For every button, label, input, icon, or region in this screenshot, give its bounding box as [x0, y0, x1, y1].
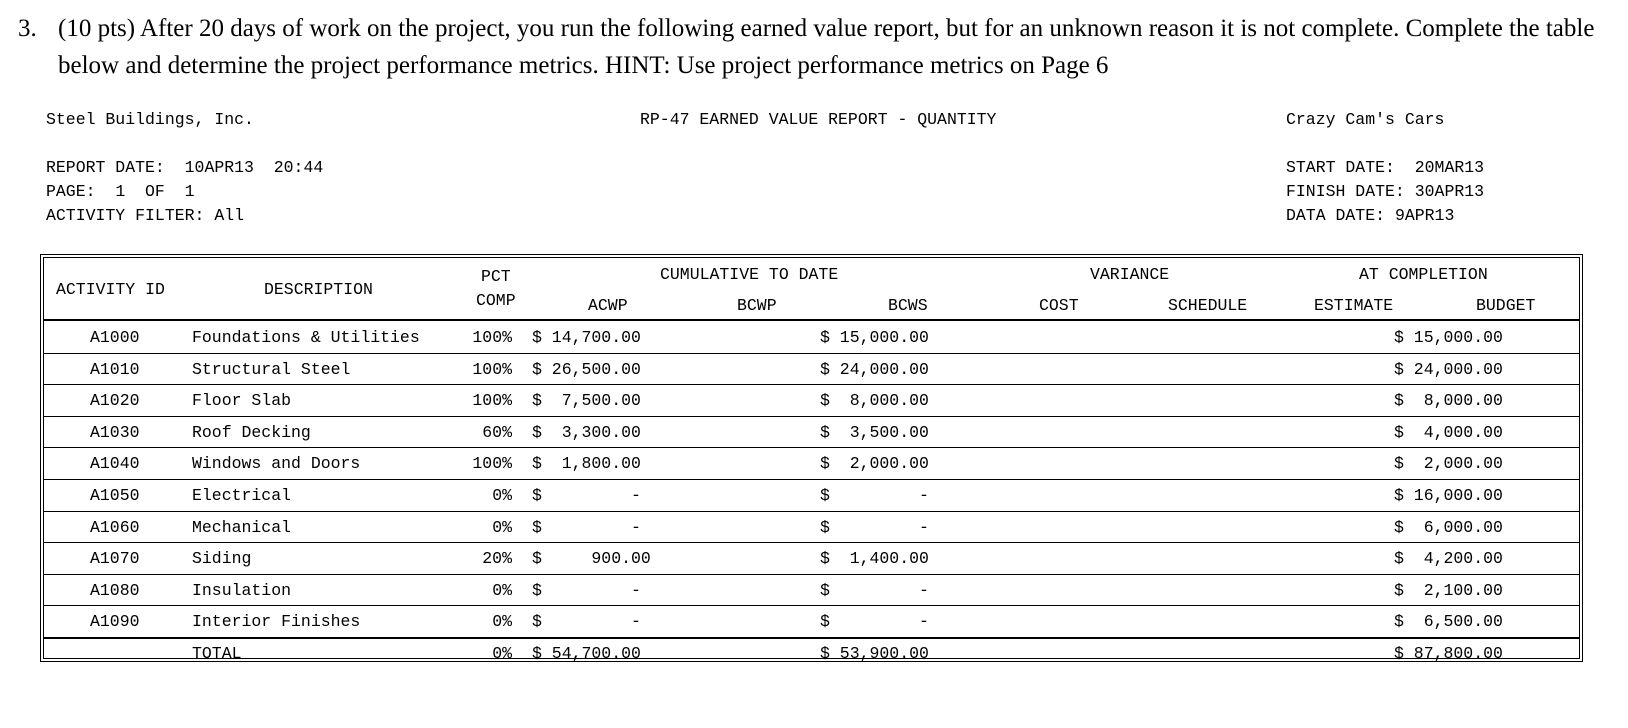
cell-acwp: $ 900.00	[532, 549, 651, 569]
cell-description: Siding	[192, 549, 252, 569]
cell-pct-comp: 100%	[472, 391, 512, 411]
cell-budget: $ 4,200.00	[1394, 549, 1503, 569]
cell-bcws: $ 15,000.00	[820, 328, 929, 347]
report-title: RP-47 EARNED VALUE REPORT - QUANTITY	[640, 110, 997, 129]
cell-bcws: $ 2,000.00	[820, 454, 929, 474]
cell-description: Roof Decking	[192, 422, 311, 442]
cell-bcws: $ 8,000.00	[820, 391, 929, 411]
cell-budget: $ 16,000.00	[1394, 486, 1503, 505]
cell-bcws: $ -	[820, 517, 929, 537]
cell-budget: $ 2,000.00	[1394, 454, 1503, 474]
cell-bcws: $ 53,900.00	[820, 644, 929, 663]
page-value: 1 OF 1	[115, 182, 195, 201]
data-date-label: DATA DATE:	[1286, 206, 1386, 225]
cell-pct-comp: 20%	[482, 549, 512, 569]
cell-activity-id: A1030	[90, 422, 140, 442]
page-row	[46, 182, 195, 201]
cell-activity-id: A1090	[90, 612, 140, 632]
cell-description: Interior Finishes	[192, 612, 361, 632]
header-activity-id: ACTIVITY ID	[56, 280, 165, 299]
cell-budget: $ 6,500.00	[1394, 612, 1503, 632]
cell-activity-id: A1080	[90, 580, 140, 600]
cell-acwp: $ 7,500.00	[532, 391, 641, 411]
cell-activity-id: A1070	[90, 549, 140, 569]
table-row	[44, 322, 1579, 354]
cell-activity-id: A1050	[90, 486, 140, 505]
header-bcwp: BCWP	[737, 296, 777, 315]
header-at-completion: AT COMPLETION	[1359, 265, 1488, 284]
header-acwp: ACWP	[588, 296, 628, 315]
cell-activity-id: A1010	[90, 359, 140, 379]
cell-pct-comp: 0%	[492, 486, 512, 505]
cell-description: Foundations & Utilities	[192, 328, 420, 347]
earned-value-table	[40, 254, 1583, 662]
table-row	[44, 354, 1579, 386]
cell-bcws: $ -	[820, 486, 929, 505]
cell-acwp: $ -	[532, 517, 641, 537]
cell-acwp: $ 26,500.00	[532, 359, 641, 379]
cell-acwp: $ -	[532, 486, 641, 505]
header-estimate: ESTIMATE	[1314, 296, 1394, 315]
report-date-label: REPORT DATE:	[46, 158, 165, 177]
cell-description: Insulation	[192, 580, 292, 600]
cell-acwp: $ 14,700.00	[532, 328, 641, 347]
cell-bcws: $ -	[820, 580, 929, 600]
cell-acwp: $ 54,700.00	[532, 644, 641, 663]
cell-bcws: $ 3,500.00	[820, 422, 929, 442]
header-bcws: BCWS	[888, 296, 928, 315]
cell-pct-comp: 0%	[492, 580, 512, 600]
question-number: 3.	[18, 15, 37, 42]
filter-value: All	[214, 206, 245, 225]
table-row	[44, 543, 1579, 575]
table-row	[44, 480, 1579, 512]
cell-bcws: $ -	[820, 612, 929, 632]
cell-pct-comp: 100%	[472, 454, 512, 474]
cell-description: Windows and Doors	[192, 454, 361, 474]
header-cumulative: CUMULATIVE TO DATE	[660, 265, 839, 284]
cell-budget: $ 4,000.00	[1394, 422, 1503, 442]
company-name: Steel Buildings, Inc.	[46, 110, 254, 129]
header-comp: COMP	[476, 291, 516, 310]
cell-acwp: $ -	[532, 580, 641, 600]
cell-budget: $ 6,000.00	[1394, 517, 1503, 537]
cell-bcws: $ 24,000.00	[820, 359, 929, 379]
cell-acwp: $ 3,300.00	[532, 422, 641, 442]
report-date-value: 10APR13 20:44	[184, 158, 324, 177]
question-text: (10 pts) After 20 days of work on the project, you run the following earned value report, but for an unknown reason it is not complete. Complete the table below and determine the project performance metrics. HINT: Use project performance metrics on Page 6	[58, 15, 1595, 79]
header-cost: COST	[1039, 296, 1079, 315]
table-row	[44, 417, 1579, 449]
total-row	[44, 638, 1579, 670]
table-row	[44, 575, 1579, 607]
page-label: PAGE:	[46, 182, 96, 201]
question-block	[18, 10, 1618, 84]
header-divider	[44, 319, 1579, 321]
cell-acwp: $ 1,800.00	[532, 454, 641, 474]
cell-bcws: $ 1,400.00	[820, 549, 929, 569]
cell-activity-id: A1000	[90, 328, 140, 347]
start-date-label: START DATE:	[1286, 158, 1395, 177]
header-variance: VARIANCE	[1090, 265, 1170, 284]
start-date-value: 20MAR13	[1414, 158, 1485, 177]
cell-activity-id: A1040	[90, 454, 140, 474]
cell-pct-comp: 60%	[482, 422, 512, 442]
cell-pct-comp: 0%	[492, 517, 512, 537]
cell-budget: $ 2,100.00	[1394, 580, 1503, 600]
table-row	[44, 448, 1579, 480]
cell-pct-comp: 100%	[472, 328, 512, 347]
finish-date-label: FINISH DATE:	[1286, 182, 1405, 201]
data-date-row	[1286, 206, 1454, 225]
header-pct: PCT	[481, 267, 511, 286]
header-description: DESCRIPTION	[264, 280, 373, 299]
header-schedule: SCHEDULE	[1168, 296, 1248, 315]
cell-description: Mechanical	[192, 517, 292, 537]
cell-description: Electrical	[192, 486, 292, 505]
cell-description: Structural Steel	[192, 359, 351, 379]
cell-pct-comp: 0%	[492, 644, 512, 663]
cell-budget: $ 24,000.00	[1394, 359, 1503, 379]
filter-row	[46, 206, 244, 225]
cell-activity-id: A1060	[90, 517, 140, 537]
finish-date-value: 30APR13	[1414, 182, 1485, 201]
client-name: Crazy Cam's Cars	[1286, 110, 1445, 129]
cell-description: Floor Slab	[192, 391, 292, 411]
cell-budget: $ 15,000.00	[1394, 328, 1503, 347]
table-row	[44, 512, 1579, 544]
filter-label: ACTIVITY FILTER:	[46, 206, 205, 225]
table-row	[44, 385, 1579, 417]
cell-budget: $ 87,800.00	[1394, 644, 1503, 663]
cell-pct-comp: 0%	[492, 612, 512, 632]
finish-date-row	[1286, 182, 1484, 201]
data-date-value: 9APR13	[1394, 206, 1455, 225]
cell-acwp: $ -	[532, 612, 641, 632]
start-date-row	[1286, 158, 1484, 177]
cell-budget: $ 8,000.00	[1394, 391, 1503, 411]
cell-activity-id: A1020	[90, 391, 140, 411]
report-date-row	[46, 158, 323, 177]
header-budget: BUDGET	[1476, 296, 1536, 315]
table-row	[44, 606, 1579, 638]
cell-description: TOTAL	[192, 644, 242, 663]
cell-pct-comp: 100%	[472, 359, 512, 379]
